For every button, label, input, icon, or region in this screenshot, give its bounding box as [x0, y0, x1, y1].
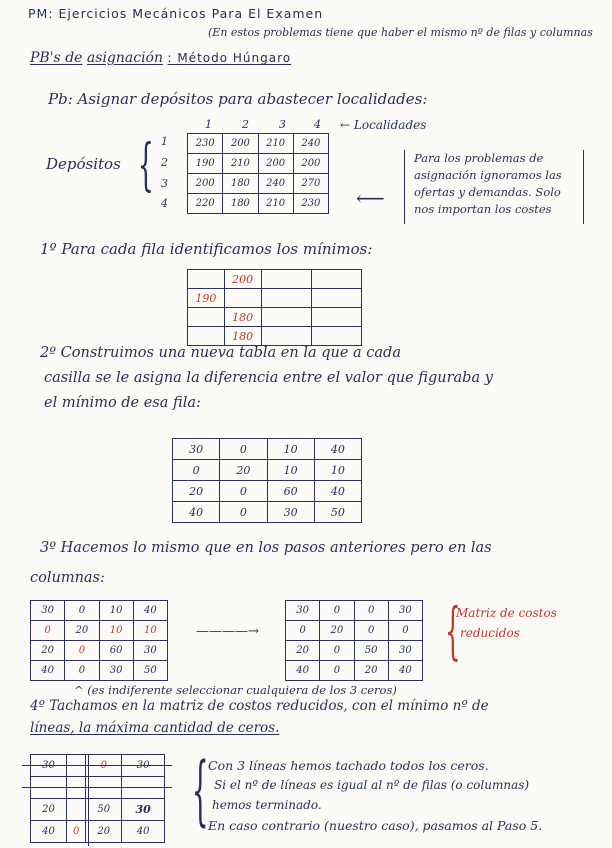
step2-cell: 0 [220, 481, 267, 502]
step4-note-line2: Si el nº de líneas es igual al nº de filas (o columnas) [214, 778, 530, 792]
step3-right-cell: 30 [286, 601, 320, 621]
step2-cell: 10 [267, 439, 314, 460]
step2-cell: 30 [267, 502, 314, 523]
step3-text-line1: 3º Hacemos lo mismo que en los pasos anteriores pero en las [40, 540, 492, 556]
step3-right-cell: 30 [388, 641, 422, 661]
step2-cell: 10 [314, 460, 361, 481]
step2-text-line2: casilla se le asigna la diferencia entre el valor que figuraba y [44, 370, 493, 386]
step3-note: ^ (es indiferente seleccionar cualquiera de los 3 ceros) [74, 683, 397, 697]
matrix-brace: { [444, 594, 461, 667]
step4-cell: 40 [122, 821, 165, 843]
cols-label: ← Localidades [340, 118, 427, 132]
step3-left-cell: 0 [65, 661, 99, 681]
col-header-1: 1 [205, 118, 212, 131]
step4-cell: 30 [122, 799, 165, 821]
cost-cell: 200 [293, 154, 328, 174]
left-arrow-icon: ⟵ [356, 186, 385, 210]
cost-cell: 220 [188, 194, 223, 214]
step3-left-cell: 10 [99, 621, 133, 641]
step2-cell: 10 [267, 460, 314, 481]
step3-right-cell: 40 [286, 661, 320, 681]
step3-right-cell: 20 [320, 621, 354, 641]
cost-cell: 270 [293, 174, 328, 194]
step4-note-line1: Con 3 líneas hemos tachado todos los ceros. [208, 758, 489, 773]
cost-cell: 240 [293, 134, 328, 154]
step3-right-cell: 0 [286, 621, 320, 641]
cost-cell: 230 [188, 134, 223, 154]
step2-cell: 0 [220, 502, 267, 523]
step4-text-line1: 4º Tachamos en la matriz de costos reducidos, con el mínimo nº de [30, 698, 489, 714]
step4-brace: { [191, 745, 209, 834]
step1-cell [261, 327, 311, 346]
step2-cell: 0 [220, 439, 267, 460]
cost-cell: 230 [293, 194, 328, 214]
page-title: PM: Ejercicios Mecánicos Para El Examen [28, 6, 324, 21]
strike-line-row1 [22, 765, 172, 766]
problem-statement: Pb: Asignar depósitos para abastecer localidades: [48, 90, 428, 108]
section-heading [30, 50, 291, 66]
step4-note-line4: En caso contrario (nuestro caso), pasamos al Paso 5. [208, 818, 543, 833]
step3-right-cell: 30 [388, 601, 422, 621]
step1-cell [188, 308, 225, 327]
cost-cell: 240 [258, 174, 293, 194]
step4-cell [66, 799, 85, 821]
step2-table [172, 438, 362, 523]
row-header-4: 4 [161, 197, 168, 210]
section-prefix: PB's de [30, 50, 83, 66]
matrix-label-line2: reducidos [460, 626, 520, 640]
step3-right-cell: 0 [320, 641, 354, 661]
step1-text: 1º Para cada fila identificamos los mínimos: [40, 240, 373, 258]
step3-right-cell: 0 [354, 601, 388, 621]
step4-cell: 0 [66, 821, 85, 843]
step3-left-cell: 30 [133, 641, 167, 661]
step4-cell: 50 [86, 799, 122, 821]
col-header-2: 2 [242, 118, 249, 131]
step3-right-cell: 0 [388, 621, 422, 641]
step1-cell [188, 327, 225, 346]
cost-cell: 190 [188, 154, 223, 174]
row-header-1: 1 [161, 135, 168, 148]
step4-cell: 0 [86, 755, 122, 777]
step3-left-cell: 0 [31, 621, 65, 641]
step3-right-cell: 40 [388, 661, 422, 681]
step3-left-cell: 60 [99, 641, 133, 661]
step2-text-line3: el mínimo de esa fila: [44, 395, 201, 411]
side-note: Para los problemas de asignación ignoramos las ofertas y demandas. Solo nos importan los costes [414, 151, 562, 216]
step3-right-cell: 0 [320, 661, 354, 681]
step1-cell [261, 308, 311, 327]
step2-cell: 20 [173, 481, 220, 502]
step1-cell [311, 270, 361, 289]
step2-cell: 20 [220, 460, 267, 481]
row-header-3: 3 [161, 177, 168, 190]
cost-cell: 210 [258, 194, 293, 214]
step1-cell [311, 327, 361, 346]
step4-table [30, 754, 165, 843]
step1-cell: 180 [224, 308, 261, 327]
step1-cell [261, 270, 311, 289]
step3-left-cell: 50 [133, 661, 167, 681]
step1-cell: 190 [188, 289, 225, 308]
step2-cell: 40 [314, 481, 361, 502]
step2-cell: 0 [173, 460, 220, 481]
step3-right-table [285, 600, 423, 681]
cost-cell: 200 [223, 134, 258, 154]
step4-cell: 40 [31, 821, 67, 843]
cost-cell: 210 [223, 154, 258, 174]
col-header-4: 4 [314, 118, 321, 131]
step3-right-cell: 0 [320, 601, 354, 621]
step3-left-table [30, 600, 168, 681]
cost-cell: 200 [188, 174, 223, 194]
step4-cell: 20 [31, 799, 67, 821]
step3-left-cell: 10 [99, 601, 133, 621]
col-header-3: 3 [279, 118, 286, 131]
step1-cell [261, 289, 311, 308]
step1-cell [311, 289, 361, 308]
step2-cell: 50 [314, 502, 361, 523]
step3-right-cell: 20 [354, 661, 388, 681]
row-header-2: 2 [161, 156, 168, 169]
step3-right-cell: 20 [286, 641, 320, 661]
step1-cell [188, 270, 225, 289]
section-method: : Método Húngaro [167, 51, 292, 65]
step3-left-cell: 0 [65, 601, 99, 621]
matrix-label-line1: Matriz de costos [456, 606, 557, 620]
cost-cell: 200 [258, 154, 293, 174]
step3-left-cell: 20 [31, 641, 65, 661]
step1-cell [224, 289, 261, 308]
step3-left-cell: 10 [133, 621, 167, 641]
step3-left-cell: 30 [31, 601, 65, 621]
cost-cell: 210 [258, 134, 293, 154]
step2-cell: 40 [314, 439, 361, 460]
rows-label: Depósitos [46, 155, 121, 173]
step4-cell: 30 [122, 755, 165, 777]
strike-line-col2 [88, 754, 89, 846]
cost-cell: 180 [223, 194, 258, 214]
step2-text-line1: 2º Construimos una nueva tabla en la que a cada [40, 345, 401, 361]
step3-left-cell: 40 [133, 601, 167, 621]
step3-text-line2: columnas: [30, 570, 105, 586]
section-word: asignación [86, 50, 164, 66]
header-note: (En estos problemas tiene que haber el mismo nº de filas y columnas [208, 26, 593, 39]
step3-right-cell: 0 [354, 621, 388, 641]
step2-cell: 60 [267, 481, 314, 502]
step4-table-wrap [22, 754, 172, 846]
step3-left-cell: 30 [99, 661, 133, 681]
step4-cell: 30 [31, 755, 67, 777]
right-arrow-icon: ————→ [196, 624, 259, 639]
cost-cell: 180 [223, 174, 258, 194]
step4-text-line2: líneas, la máxima cantidad de ceros. [30, 720, 280, 736]
step1-cell: 180 [224, 327, 261, 346]
step3-left-cell: 0 [65, 641, 99, 661]
step1-table [187, 269, 362, 346]
step2-cell: 30 [173, 439, 220, 460]
step1-cell: 200 [224, 270, 261, 289]
step4-cell: 20 [86, 821, 122, 843]
step4-note-line3: hemos terminado. [212, 798, 322, 812]
cost-matrix [187, 133, 329, 214]
rows-brace: { [137, 133, 154, 198]
strike-line-row2 [22, 787, 172, 788]
step2-cell: 40 [173, 502, 220, 523]
step3-left-cell: 40 [31, 661, 65, 681]
step3-left-cell: 20 [65, 621, 99, 641]
step1-cell [311, 308, 361, 327]
step3-right-cell: 50 [354, 641, 388, 661]
